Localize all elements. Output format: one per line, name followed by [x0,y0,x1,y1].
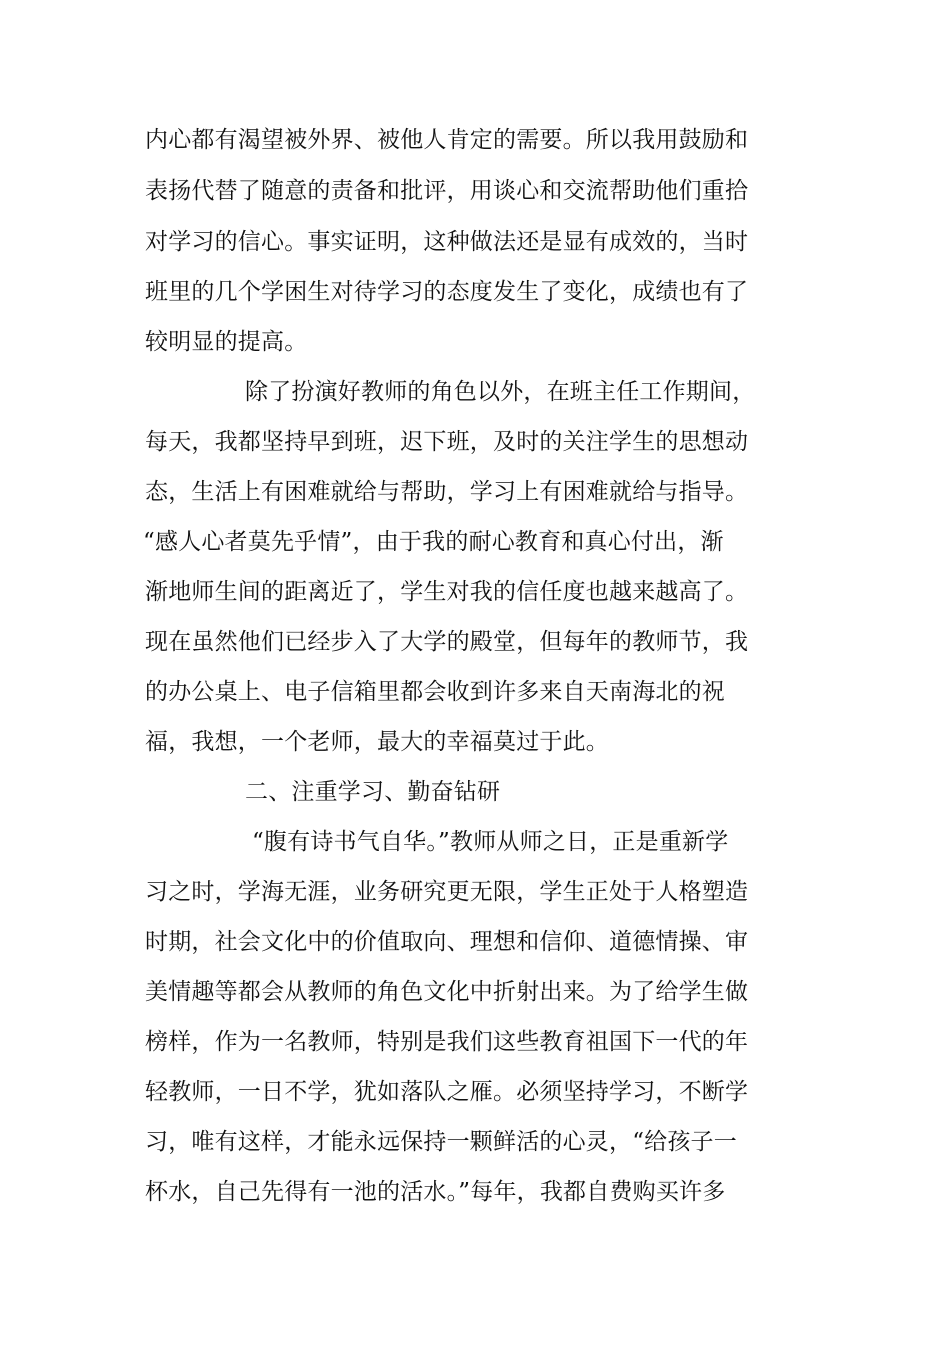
paragraph-first-line: “腹有诗书气自华。”教师从师之日，正是重新学 [252,829,729,855]
text-line: 现在虽然他们已经步入了大学的殿堂，但每年的教师节，我 [145,629,749,655]
text-line: 习，唯有这样，才能永远保持一颗鲜活的心灵，“给孩子一 [145,1129,737,1155]
text-line: 时期，社会文化中的价值取向、理想和信仰、道德情操、审 [145,929,749,955]
text-line: 福，我想，一个老师，最大的幸福莫过于此。 [145,729,609,755]
text-line: 表扬代替了随意的责备和批评，用谈心和交流帮助他们重拾 [145,178,749,204]
text-line: 每天，我都坚持早到班，迟下班，及时的关注学生的思想动 [145,429,749,455]
text-line: 内心都有渴望被外界、被他人肯定的需要。所以我用鼓励和 [145,127,749,153]
text-line: 美情趣等都会从教师的角色文化中折射出来。为了给学生做 [145,979,749,1005]
text-line: 杯水，自己先得有一池的活水。”每年，我都自费购买许多 [145,1179,726,1205]
text-line: 轻教师，一日不学，犹如落队之雁。必须坚持学习，不断学 [145,1079,749,1105]
text-line: 态，生活上有困难就给与帮助，学习上有困难就给与指导。 [145,479,749,505]
section-heading: 二、注重学习、勤奋钻研 [245,779,501,805]
text-line: 渐地师生间的距离近了，学生对我的信任度也越来越高了。 [145,579,749,605]
text-line: 习之时，学海无涯，业务研究更无限，学生正处于人格塑造 [145,879,749,905]
text-line: 榜样，作为一名教师，特别是我们这些教育祖国下一代的年 [145,1029,749,1055]
text-line: 班里的几个学困生对待学习的态度发生了变化，成绩也有了 [145,279,749,305]
text-line: 对学习的信心。事实证明，这种做法还是显有成效的，当时 [145,229,749,255]
text-line: 的办公桌上、电子信箱里都会收到许多来自天南海北的祝 [145,679,725,705]
text-line: 较明显的提高。 [145,329,308,355]
text-line: “感人心者莫先乎情”，由于我的耐心教育和真心付出，渐 [143,529,724,555]
paragraph-first-line: 除了扮演好教师的角色以外，在班主任工作期间， [245,379,756,405]
